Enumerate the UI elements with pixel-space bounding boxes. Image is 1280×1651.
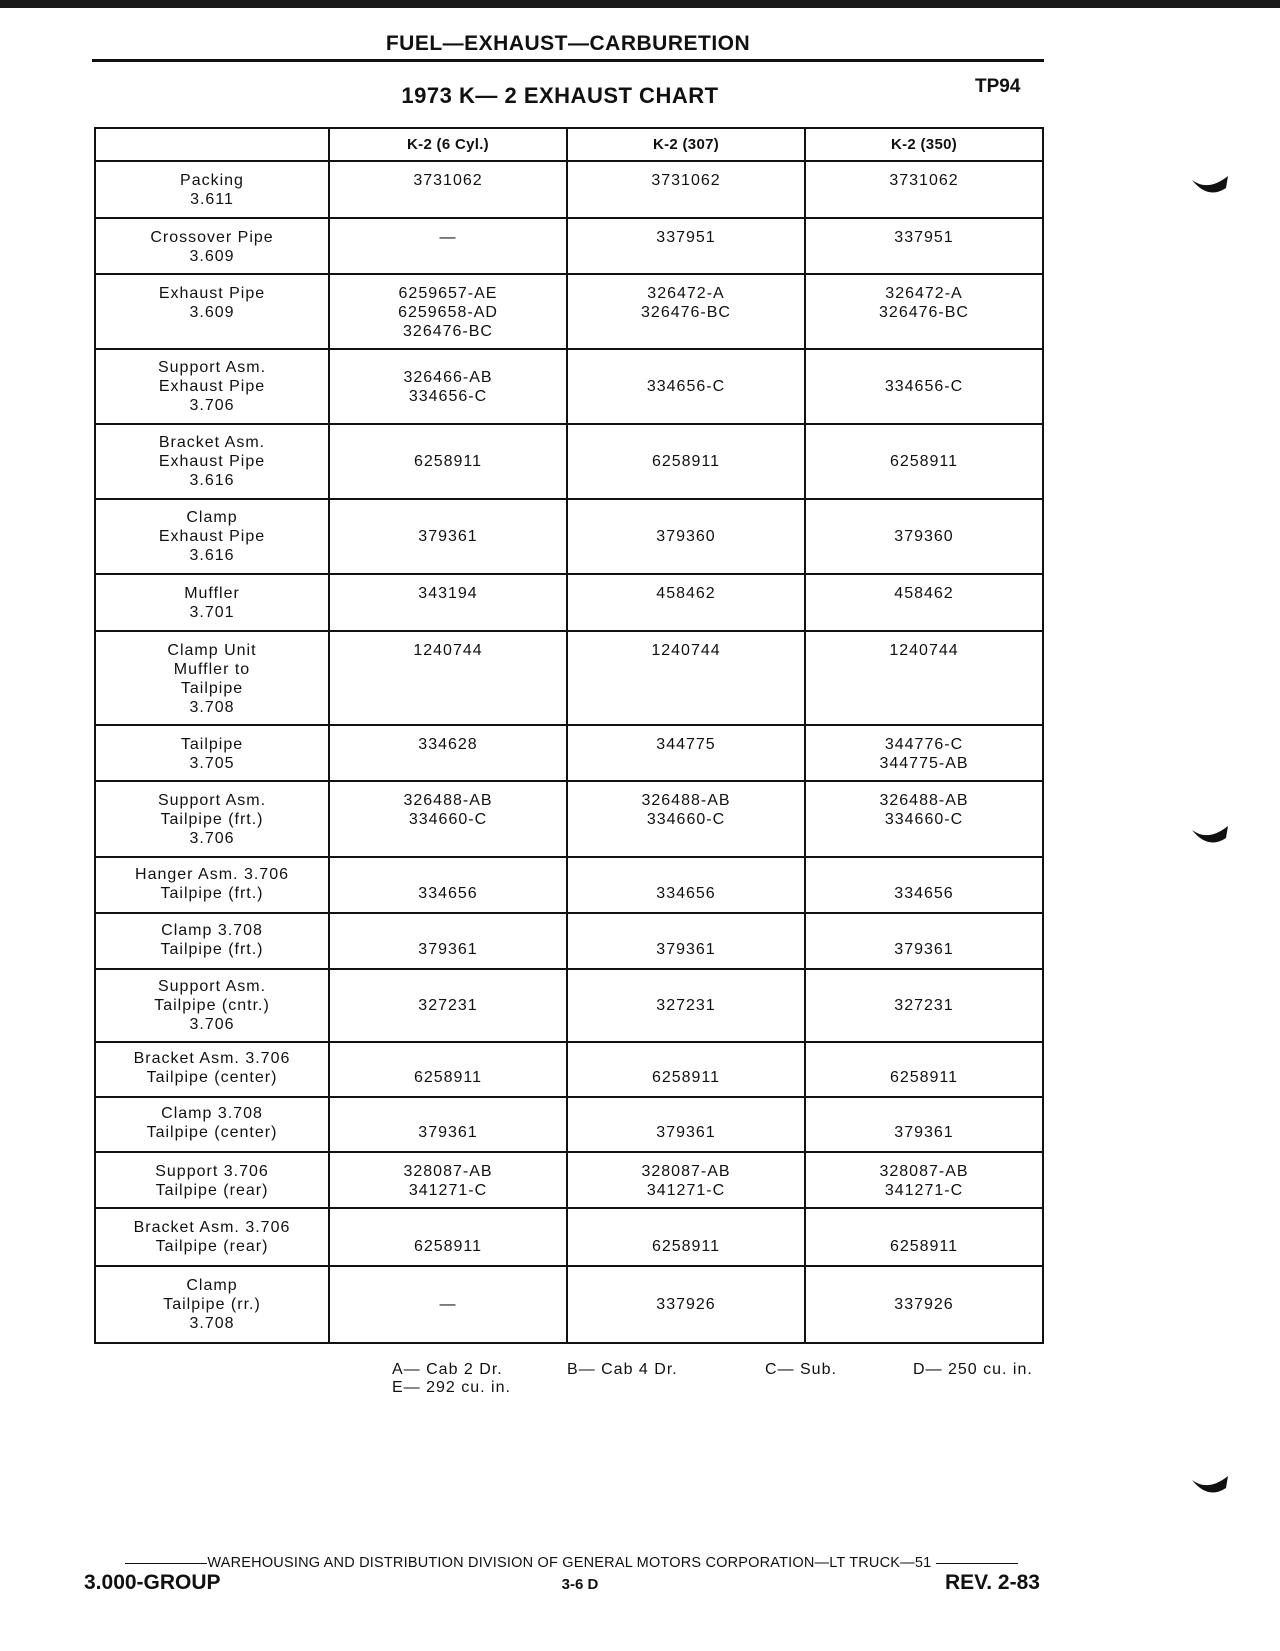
binder-hole-bottom-icon xyxy=(1190,1470,1230,1498)
part-label-line: 3.708 xyxy=(189,1315,235,1332)
part-number-cell xyxy=(329,857,567,913)
footer-text: WAREHOUSING AND DISTRIBUTION DIVISION OF GENERAL MOTORS CORPORATION—LT TRUCK—51 xyxy=(207,1555,932,1571)
part-number: 341271-C xyxy=(408,1182,488,1199)
part-number: 326488-AB xyxy=(641,792,731,809)
part-number: 337951 xyxy=(894,229,954,246)
part-number-cell xyxy=(329,1208,567,1266)
part-label-line: 3.706 xyxy=(189,397,235,414)
part-label-line: Bracket Asm. 3.706 xyxy=(133,1050,291,1067)
column-header-k2-350: K-2 (350) xyxy=(805,128,1043,161)
part-number-cell xyxy=(567,499,805,574)
part-number: 326476-BC xyxy=(879,304,969,321)
part-number: 458462 xyxy=(894,585,954,602)
part-number: 343194 xyxy=(418,585,478,602)
part-number-cell xyxy=(567,1266,805,1343)
part-label-cell xyxy=(95,857,329,913)
part-label-line: Exhaust Pipe xyxy=(158,285,266,302)
page-number: 3-6 D xyxy=(561,1576,599,1593)
table-row xyxy=(95,1208,1043,1266)
part-number: 341271-C xyxy=(646,1182,726,1199)
part-number-cell xyxy=(567,274,805,349)
part-number: 1240744 xyxy=(413,642,483,659)
table-row xyxy=(95,499,1043,574)
part-label-cell xyxy=(95,631,329,725)
part-label-line: Crossover Pipe xyxy=(150,229,274,246)
part-number: 326488-AB xyxy=(403,792,493,809)
part-number: 6258911 xyxy=(413,1238,483,1255)
part-number-cell xyxy=(567,218,805,274)
part-number: — xyxy=(439,229,457,246)
part-label-line: Support Asm. xyxy=(157,359,267,376)
part-number: 6258911 xyxy=(889,1238,959,1255)
part-number-cell xyxy=(329,574,567,631)
column-header-part xyxy=(95,128,329,161)
legend-e: E— 292 cu. in. xyxy=(392,1379,511,1396)
part-number: 458462 xyxy=(656,585,716,602)
part-label-cell xyxy=(95,969,329,1042)
part-number-cell xyxy=(805,1208,1043,1266)
page-code: TP94 xyxy=(975,76,1021,97)
part-number-cell xyxy=(805,161,1043,218)
part-number: 326472-A xyxy=(647,285,725,302)
part-number: 379361 xyxy=(894,941,954,958)
part-number: 327231 xyxy=(656,997,716,1014)
part-number-cell xyxy=(329,218,567,274)
part-label-line: Tailpipe (center) xyxy=(146,1069,278,1086)
table-row xyxy=(95,913,1043,969)
part-number-cell xyxy=(805,725,1043,781)
column-header-k2-307: K-2 (307) xyxy=(567,128,805,161)
part-label-line: Tailpipe (frt.) xyxy=(160,885,264,902)
part-number-cell xyxy=(805,274,1043,349)
part-label-line: Muffler to xyxy=(173,661,251,678)
revision: REV. 2-83 xyxy=(945,1571,1040,1594)
part-number-cell xyxy=(329,161,567,218)
table-row xyxy=(95,424,1043,499)
table-row xyxy=(95,1042,1043,1097)
part-number: 379360 xyxy=(894,528,954,545)
legend-d: D— 250 cu. in. xyxy=(913,1361,1033,1378)
part-number: 328087-AB xyxy=(879,1163,969,1180)
part-label-line: 3.708 xyxy=(189,699,235,716)
part-number-cell xyxy=(329,274,567,349)
part-label-line: 3.616 xyxy=(189,547,235,564)
part-number: 1240744 xyxy=(889,642,959,659)
part-label-line: Tailpipe (rear) xyxy=(155,1182,269,1199)
part-number-cell xyxy=(805,913,1043,969)
part-label-line: 3.616 xyxy=(189,472,235,489)
part-number: 3731062 xyxy=(889,172,959,189)
part-number-cell xyxy=(329,1097,567,1152)
part-label-line: Tailpipe xyxy=(180,736,244,753)
part-label-line: Tailpipe (rear) xyxy=(155,1238,269,1255)
part-number-cell xyxy=(567,913,805,969)
top-border-rule xyxy=(0,0,1280,8)
part-label-cell xyxy=(95,1042,329,1097)
part-number: 337926 xyxy=(656,1296,716,1313)
table-row xyxy=(95,1152,1043,1208)
table-row xyxy=(95,1097,1043,1152)
part-label-cell xyxy=(95,1152,329,1208)
part-number: 326488-AB xyxy=(879,792,969,809)
legend-b: B— Cab 4 Dr. xyxy=(567,1361,678,1378)
part-label-line: Support Asm. xyxy=(157,978,267,995)
part-label-cell xyxy=(95,725,329,781)
part-number: 6258911 xyxy=(413,453,483,470)
part-number-cell xyxy=(567,725,805,781)
part-label-cell xyxy=(95,424,329,499)
part-number: 326476-BC xyxy=(641,304,731,321)
part-number: 379361 xyxy=(418,941,478,958)
footer-dash-right xyxy=(936,1563,1018,1564)
part-label-line: Tailpipe xyxy=(180,680,244,697)
part-number: 334656-C xyxy=(884,378,964,395)
part-label-cell xyxy=(95,781,329,857)
part-label-line: Muffler xyxy=(184,585,240,602)
part-number: 6259657-AE xyxy=(398,285,498,302)
part-label-cell xyxy=(95,1097,329,1152)
part-number: 327231 xyxy=(894,997,954,1014)
part-number: 334656 xyxy=(418,885,478,902)
part-number: 6258911 xyxy=(889,1069,959,1086)
part-number: 6258911 xyxy=(651,1069,721,1086)
part-number: 6258911 xyxy=(413,1069,483,1086)
part-number-cell xyxy=(329,969,567,1042)
part-number-cell xyxy=(805,424,1043,499)
table-row xyxy=(95,781,1043,857)
part-number-cell xyxy=(329,1042,567,1097)
part-number-cell xyxy=(567,969,805,1042)
part-number: 327231 xyxy=(418,997,478,1014)
section-title-rule xyxy=(92,59,1044,62)
part-number: 334656 xyxy=(894,885,954,902)
part-number-cell xyxy=(567,631,805,725)
part-number-cell xyxy=(567,1042,805,1097)
part-label-line: 3.706 xyxy=(189,830,235,847)
table-row xyxy=(95,1266,1043,1343)
part-label-line: Tailpipe (frt.) xyxy=(160,941,264,958)
part-number-cell xyxy=(567,781,805,857)
part-number: 379361 xyxy=(418,528,478,545)
part-label-cell xyxy=(95,574,329,631)
part-number: 341271-C xyxy=(884,1182,964,1199)
part-number-cell xyxy=(329,424,567,499)
part-label-line: Tailpipe (cntr.) xyxy=(154,997,270,1014)
part-number-cell xyxy=(805,1152,1043,1208)
part-number-cell xyxy=(805,1042,1043,1097)
part-number-cell xyxy=(567,857,805,913)
part-label-line: Clamp xyxy=(186,1277,238,1294)
part-number-cell xyxy=(567,1152,805,1208)
part-number-cell xyxy=(805,969,1043,1042)
part-number: 379361 xyxy=(894,1124,954,1141)
part-number-cell xyxy=(329,499,567,574)
part-number: 344775 xyxy=(656,736,716,753)
part-number-cell xyxy=(329,1152,567,1208)
part-number-cell xyxy=(567,574,805,631)
part-label-cell xyxy=(95,913,329,969)
part-number: 6258911 xyxy=(651,1238,721,1255)
part-label-line: Exhaust Pipe xyxy=(158,453,266,470)
part-number: 326466-AB xyxy=(403,368,493,386)
part-label-line: Tailpipe (frt.) xyxy=(160,811,264,828)
part-number: — xyxy=(439,1296,457,1313)
part-label-line: Support Asm. xyxy=(157,792,267,809)
table-header-row xyxy=(95,128,1043,161)
part-label-line: Tailpipe (center) xyxy=(146,1124,278,1141)
part-number-cell xyxy=(567,161,805,218)
part-label-cell xyxy=(95,161,329,218)
part-number-cell xyxy=(567,1208,805,1266)
part-number: 334660-C xyxy=(408,811,488,828)
part-label-cell xyxy=(95,218,329,274)
part-number: 379361 xyxy=(656,941,716,958)
part-number: 379361 xyxy=(656,1124,716,1141)
part-label-cell xyxy=(95,1208,329,1266)
part-number: 379361 xyxy=(418,1124,478,1141)
part-number: 3731062 xyxy=(651,172,721,189)
exhaust-chart-table xyxy=(94,127,1044,1344)
part-number-cell xyxy=(805,1097,1043,1152)
part-number-cell xyxy=(329,781,567,857)
part-label-line: Tailpipe (rr.) xyxy=(163,1296,261,1313)
legend-c: C— Sub. xyxy=(765,1361,837,1378)
part-label-line: 3.705 xyxy=(189,755,235,772)
part-label-line: Bracket Asm. xyxy=(158,434,266,451)
part-number: 337951 xyxy=(656,229,716,246)
part-number: 379360 xyxy=(656,528,716,545)
part-label-line: 3.609 xyxy=(189,304,235,321)
part-label-line: Exhaust Pipe xyxy=(158,378,266,395)
table-row xyxy=(95,725,1043,781)
part-label-line: 3.706 xyxy=(189,1016,235,1033)
table-body xyxy=(95,161,1043,1343)
part-number-cell xyxy=(329,725,567,781)
part-number: 6258911 xyxy=(889,453,959,470)
part-number-cell xyxy=(567,349,805,424)
table-row xyxy=(95,857,1043,913)
part-label-cell xyxy=(95,349,329,424)
part-label-line: Clamp xyxy=(186,509,238,526)
part-number: 334660-C xyxy=(646,811,726,828)
part-number-cell xyxy=(805,218,1043,274)
part-label-line: Support 3.706 xyxy=(155,1163,269,1180)
binder-hole-top-icon xyxy=(1190,170,1230,198)
part-number: 337926 xyxy=(894,1296,954,1313)
part-number: 334656-C xyxy=(408,387,488,405)
table-row xyxy=(95,274,1043,349)
table-row xyxy=(95,349,1043,424)
part-label-cell xyxy=(95,1266,329,1343)
part-number: 334660-C xyxy=(884,811,964,828)
part-number-cell xyxy=(805,499,1043,574)
part-label-line: 3.701 xyxy=(189,604,235,621)
part-number-cell xyxy=(329,913,567,969)
footer-line xyxy=(94,1555,1049,1571)
part-number-cell xyxy=(805,574,1043,631)
part-label-line: Bracket Asm. 3.706 xyxy=(133,1219,291,1236)
part-label-cell xyxy=(95,274,329,349)
binder-hole-middle-icon xyxy=(1190,820,1230,848)
part-label-line: Exhaust Pipe xyxy=(158,528,266,545)
table-row xyxy=(95,218,1043,274)
group-number: 3.000-GROUP xyxy=(84,1571,221,1594)
part-number-cell xyxy=(329,1266,567,1343)
part-label-line: 3.611 xyxy=(190,191,234,208)
table-row xyxy=(95,969,1043,1042)
part-number-cell xyxy=(329,631,567,725)
part-number-cell xyxy=(805,349,1043,424)
part-number-cell xyxy=(805,857,1043,913)
part-label-line: Packing xyxy=(180,172,244,189)
part-number: 328087-AB xyxy=(641,1163,731,1180)
part-label-line: Clamp 3.708 xyxy=(161,922,263,939)
part-number: 326472-A xyxy=(885,285,963,302)
part-number-cell xyxy=(805,781,1043,857)
part-number: 326476-BC xyxy=(403,323,493,340)
part-number: 3731062 xyxy=(413,172,483,189)
part-number-cell xyxy=(567,424,805,499)
part-label-line: Hanger Asm. 3.706 xyxy=(135,866,289,883)
part-label-line: Clamp 3.708 xyxy=(161,1105,263,1122)
part-number-cell xyxy=(805,631,1043,725)
part-number: 328087-AB xyxy=(403,1163,493,1180)
part-label-line: Clamp Unit xyxy=(167,642,257,659)
part-number-cell xyxy=(567,1097,805,1152)
part-number: 344775-AB xyxy=(879,755,969,772)
column-header-k2-6cyl: K-2 (6 Cyl.) xyxy=(329,128,567,161)
part-number: 334628 xyxy=(418,736,478,753)
section-title: FUEL—EXHAUST—CARBURETION xyxy=(385,32,751,55)
part-label-line: 3.609 xyxy=(189,248,235,265)
table-row xyxy=(95,161,1043,218)
table-row xyxy=(95,631,1043,725)
part-number: 6259658-AD xyxy=(398,304,498,321)
footer-dash-left xyxy=(125,1563,207,1564)
part-label-cell xyxy=(95,499,329,574)
part-number: 344776-C xyxy=(884,736,964,753)
part-number-cell xyxy=(329,349,567,424)
chart-title: 1973 K— 2 EXHAUST CHART xyxy=(401,83,719,108)
legend-a: A— Cab 2 Dr. xyxy=(392,1361,503,1378)
part-number: 1240744 xyxy=(651,642,721,659)
part-number: 334656-C xyxy=(646,378,726,395)
part-number-cell xyxy=(805,1266,1043,1343)
part-number: 6258911 xyxy=(651,453,721,470)
part-number: 334656 xyxy=(656,885,716,902)
table-row xyxy=(95,574,1043,631)
